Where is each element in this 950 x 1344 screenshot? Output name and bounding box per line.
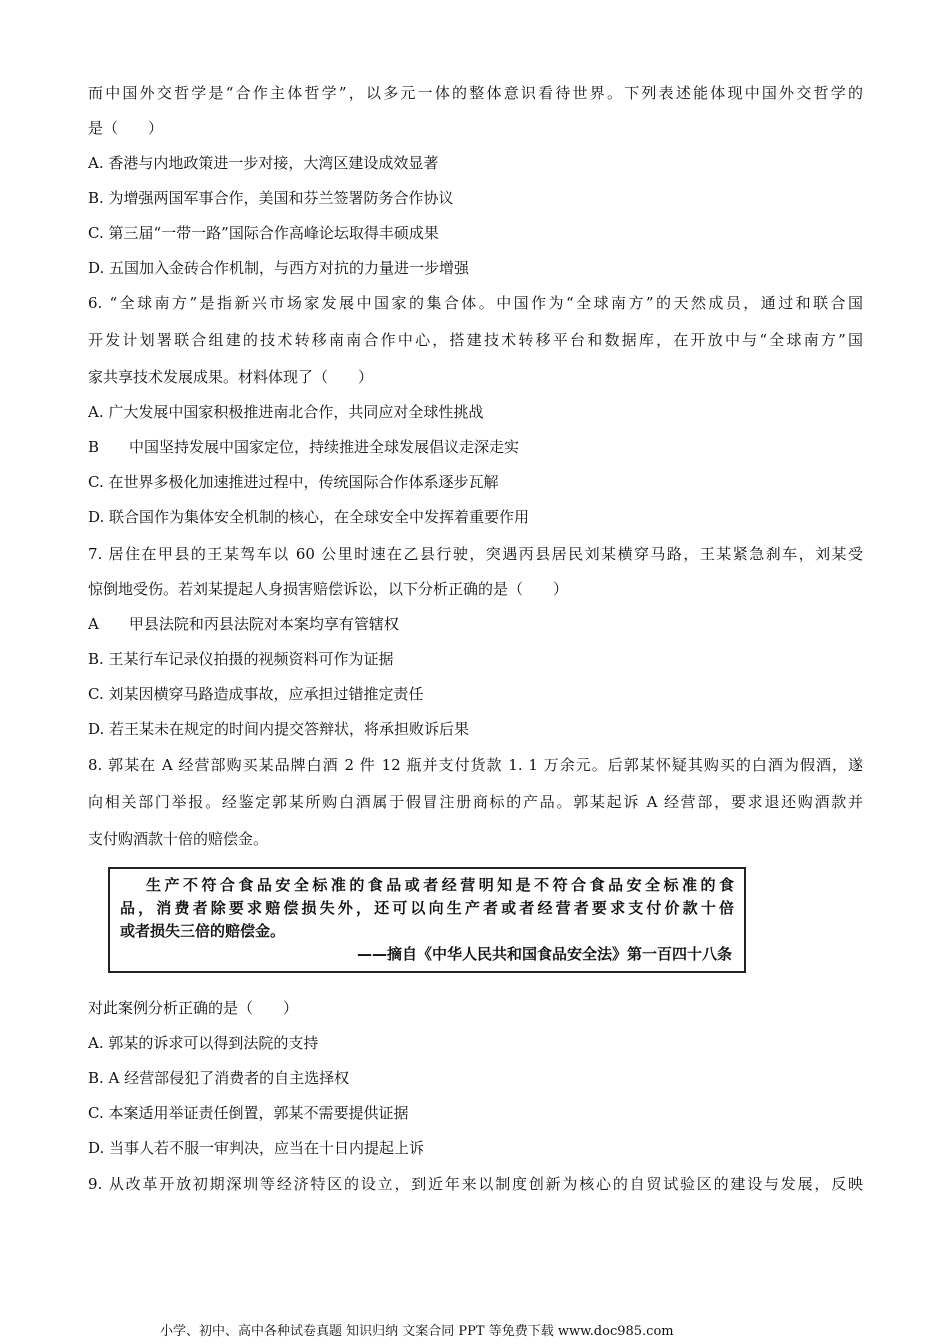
q6-stem-line-3: 家共享技术发展成果。材料体现了（ ） [88, 368, 374, 386]
q6-stem-line-1: 6. “全球南方”是指新兴市场家发展中国家的集合体。中国作为“全球南方”的天然成员，通过和联合国 [88, 294, 863, 312]
q5-option-b: B. 为增强两国军事合作，美国和芬兰签署防务合作协议 [88, 189, 454, 207]
q8-option-a: A. 郭某的诉求可以得到法院的支持 [88, 1034, 319, 1052]
q5-option-c: C. 第三届“一带一路”国际合作高峰论坛取得丰硕成果 [88, 224, 439, 242]
q7-stem-line-2: 惊倒地受伤。若刘某提起人身损害赔偿诉讼，以下分析正确的是（ ） [88, 580, 569, 598]
q9-stem-line-1: 9. 从改革开放初期深圳等经济特区的设立，到近年来以制度创新为核心的自贸试验区的建设与发展，反映 [88, 1175, 863, 1193]
law-quote-line-2: 品，消费者除要求赔偿损失外，还可以向生产者或者经营者要求支付价款十倍 [120, 899, 734, 917]
q7-option-b: B. 王某行车记录仪拍摄的视频资料可作为证据 [88, 650, 394, 668]
q5-stem-line-1: 而中国外交哲学是“合作主体哲学”，以多元一体的整体意识看待世界。下列表述能体现中国外交哲学的 [88, 84, 863, 102]
law-quote-box [108, 867, 746, 973]
q5-stem-line-2: 是（ ） [88, 119, 164, 137]
page-footer: 小学、初中、高中各种试卷真题 知识归纳 文案合同 PPT 等免费下载 www.doc985.com [160, 1324, 674, 1339]
q8-stem-line-1: 8. 郭某在 A 经营部购买某品牌白酒 2 件 12 瓶并支付货款 1. 1 万余元。后郭某怀疑其购买的白酒为假酒，遂 [88, 756, 863, 774]
q6-option-d: D. 联合国作为集体安全机制的核心，在全球安全中发挥着重要作用 [88, 508, 530, 526]
q8-question: 对此案例分析正确的是（ ） [88, 999, 299, 1017]
q6-option-c: C. 在世界多极化加速推进过程中，传统国际合作体系逐步瓦解 [88, 473, 499, 491]
q6-stem-line-2: 开发计划署联合组建的技术转移南南合作中心，搭建技术转移平台和数据库，在开放中与“全球南方”国 [88, 331, 863, 349]
q7-option-a: A 甲县法院和丙县法院对本案均享有管辖权 [88, 615, 399, 633]
law-quote-line-1: 生产不符合食品安全标准的食品或者经营明知是不符合食品安全标准的食 [146, 876, 734, 894]
q6-option-a: A. 广大发展中国家积极推进南北合作，共同应对全球性挑战 [88, 403, 484, 421]
q5-option-a: A. 香港与内地政策进一步对接，大湾区建设成效显著 [88, 154, 439, 172]
law-quote-source: ——摘自《中华人民共和国食品安全法》第一百四十八条 [356, 945, 732, 963]
q7-stem-line-1: 7. 居住在甲县的王某驾车以 60 公里时速在乙县行驶，突遇丙县居民刘某横穿马路，王某紧急刹车，刘某受 [88, 545, 863, 563]
law-quote-line-3: 或者损失三倍的赔偿金。 [120, 922, 286, 940]
q6-option-b: B 中国坚持发展中国家定位，持续推进全球发展倡议走深走实 [88, 438, 520, 456]
q8-option-b: B. A 经营部侵犯了消费者的自主选择权 [88, 1069, 350, 1087]
q8-stem-line-2: 向相关部门举报。经鉴定郭某所购白酒属于假冒注册商标的产品。郭某起诉 A 经营部，要求退还购酒款并 [88, 793, 863, 811]
q8-option-c: C. 本案适用举证责任倒置，郭某不需要提供证据 [88, 1104, 409, 1122]
q7-option-d: D. 若王某未在规定的时间内提交答辩状，将承担败诉后果 [88, 720, 470, 738]
q5-option-d: D. 五国加入金砖合作机制，与西方对抗的力量进一步增强 [88, 259, 470, 277]
q8-option-d: D. 当事人若不服一审判决，应当在十日内提起上诉 [88, 1139, 425, 1157]
q7-option-c: C. 刘某因横穿马路造成事故，应承担过错推定责任 [88, 685, 424, 703]
q8-stem-line-3: 支付购酒款十倍的赔偿金。 [88, 830, 269, 848]
